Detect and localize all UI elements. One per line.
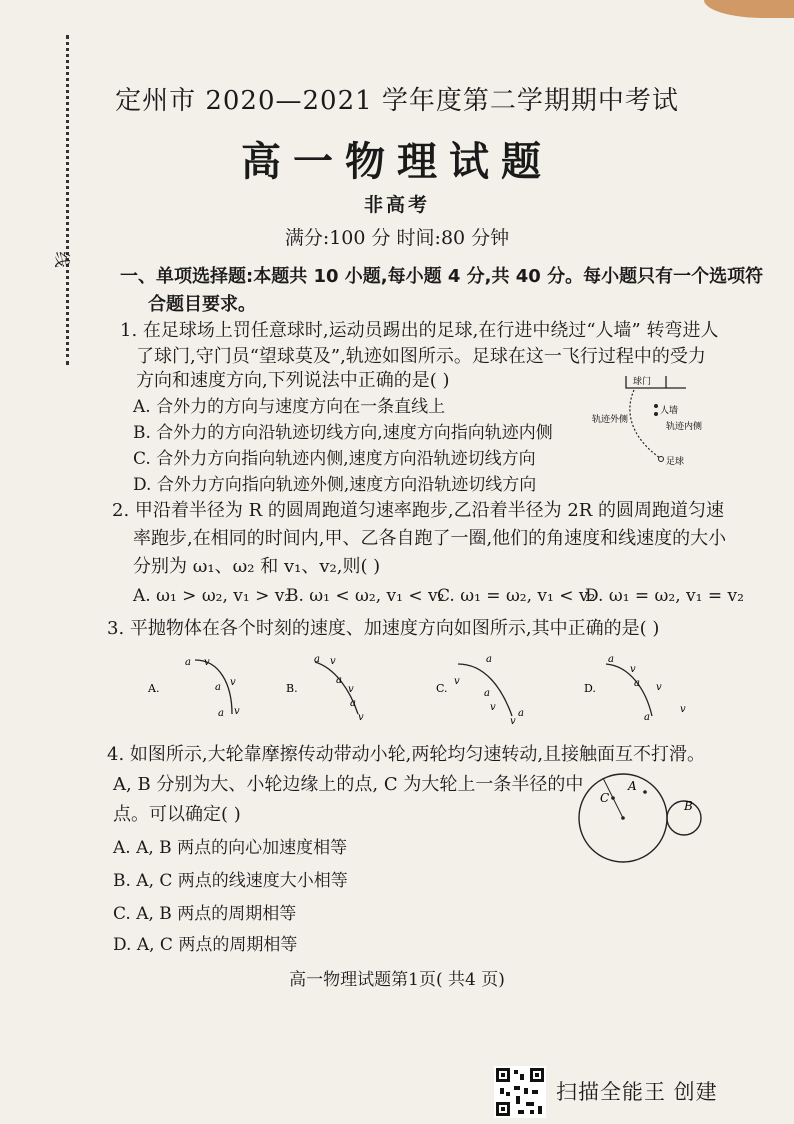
svg-text:a: a: [314, 654, 320, 665]
svg-text:v: v: [358, 712, 364, 723]
svg-text:a: a: [518, 708, 524, 719]
q1-fig-goal: 球门: [633, 377, 652, 387]
q4-figure: [578, 772, 718, 872]
q3-label-a: A.: [148, 682, 160, 695]
svg-text:v: v: [510, 716, 516, 727]
svg-text:a: a: [185, 657, 191, 668]
q1-fig-outer: 轨迹外侧: [592, 415, 629, 425]
q4-option-c: C. A, B 两点的周期相等: [113, 904, 297, 924]
svg-text:v: v: [204, 657, 210, 668]
subject-title: 高一物理试题: [241, 139, 553, 185]
q2-stem-2: 率跑步,在相同的时间内,甲、乙各自跑了一圈,他们的角速度和线速度的大小: [133, 528, 727, 549]
qr-code-icon: [494, 1066, 546, 1118]
q4-point-c: C: [600, 791, 610, 805]
svg-text:a: a: [608, 654, 614, 665]
q1-option-a: A. 合外力的方向与速度方向在一条直线上: [133, 397, 446, 417]
track-label: 非高考: [363, 194, 430, 216]
q3-figure-b: [286, 654, 364, 723]
score-time: 满分:100 分 时间:80 分钟: [284, 227, 510, 249]
q4-option-a: A. A, B 两点的向心加速度相等: [113, 838, 348, 858]
q1-option-c: C. 合外力方向指向轨迹内侧,速度方向沿轨迹切线方向: [133, 449, 536, 469]
svg-text:a: a: [218, 708, 224, 719]
q1-stem-3: 方向和速度方向,下列说法中正确的是( ): [136, 370, 450, 391]
q3-figures: [140, 650, 700, 725]
section-heading-cont: 合题目要求。: [148, 294, 256, 315]
q4-point-b: B: [684, 799, 693, 813]
q2-stem-1: 2. 甲沿着半径为 R 的圆周跑道匀速率跑步,乙沿着半径为 2R 的圆周跑道匀速: [112, 500, 725, 521]
q4-point-a: A: [628, 779, 637, 793]
q2-option-c: C. ω₁ = ω₂, v₁ < v₂: [437, 586, 596, 606]
q3-label-c: C.: [436, 682, 448, 695]
q2-stem-3: 分别为 ω₁、ω₂ 和 v₁、v₂,则( ): [133, 556, 381, 577]
svg-text:v: v: [234, 706, 240, 717]
svg-text:a: a: [350, 698, 356, 709]
binding-line-char: 线: [52, 251, 72, 268]
svg-text:a: a: [634, 678, 640, 689]
q1-option-d: D. 合外力方向指向轨迹外侧,速度方向沿轨迹切线方向: [133, 475, 537, 495]
q1-option-b: B. 合外力的方向沿轨迹切线方向,速度方向指向轨迹内侧: [133, 423, 553, 443]
q4-option-d: D. A, C 两点的周期相等: [113, 935, 298, 955]
svg-text:a: a: [336, 675, 342, 686]
scanner-watermark: 扫描全能王 创建: [556, 1080, 718, 1104]
q3-figure-d: [584, 654, 686, 723]
q3-stem: 3. 平抛物体在各个时刻的速度、加速度方向如图所示,其中正确的是( ): [107, 618, 660, 639]
q1-figure: [592, 368, 722, 478]
svg-text:v: v: [348, 684, 354, 695]
svg-text:v: v: [490, 702, 496, 713]
q3-label-d: D.: [584, 682, 596, 695]
q4-stem-1: 4. 如图所示,大轮靠摩擦传动带动小轮,两轮均匀速转动,且接触面互不打滑。: [107, 744, 706, 765]
svg-text:v: v: [330, 656, 336, 667]
q3-figure-a: [147, 657, 240, 719]
q4-option-b: B. A, C 两点的线速度大小相等: [113, 871, 348, 891]
q4-stem-2: A, B 分别为大、小轮边缘上的点, C 为大轮上一条半径的中: [113, 774, 584, 795]
q3-label-b: B.: [286, 682, 298, 695]
svg-text:a: a: [215, 682, 221, 693]
q2-option-a: A. ω₁ > ω₂, v₁ > v₂: [133, 586, 292, 606]
page-footer: 高一物理试题第1页( 共4 页): [289, 970, 505, 990]
svg-text:a: a: [644, 712, 650, 723]
q1-fig-inner: 轨迹内侧: [666, 422, 703, 432]
q1-stem-2: 了球门,守门员“望球莫及”,轨迹如图所示。足球在这一飞行过程中的受力: [136, 346, 706, 367]
svg-text:v: v: [230, 677, 236, 688]
q3-figure-c: [436, 654, 524, 727]
q1-stem-1: 1. 在足球场上罚任意球时,运动员踢出的足球,在行进中绕过“人墙” 转弯进人: [120, 320, 719, 341]
q2-option-b: B. ω₁ < ω₂, v₁ < v₂: [286, 586, 445, 606]
svg-text:v: v: [680, 704, 686, 715]
svg-text:v: v: [630, 664, 636, 675]
exam-name: 定州市 2020—2021 学年度第二学期期中考试: [115, 86, 679, 116]
q1-fig-ball: 足球: [666, 457, 685, 467]
svg-text:a: a: [486, 654, 492, 665]
q4-stem-3: 点。可以确定( ): [113, 804, 241, 825]
section-heading: 一、单项选择题:本题共 10 小题,每小题 4 分,共 40 分。每小题只有一个选项符: [120, 266, 764, 287]
svg-text:v: v: [656, 682, 662, 693]
svg-text:a: a: [484, 688, 490, 699]
page-corner-shadow: [704, 0, 794, 18]
q1-fig-wall: 人墙: [660, 406, 679, 416]
svg-text:v: v: [454, 676, 460, 687]
q2-option-d: D. ω₁ = ω₂, v₁ = v₂: [585, 586, 744, 606]
